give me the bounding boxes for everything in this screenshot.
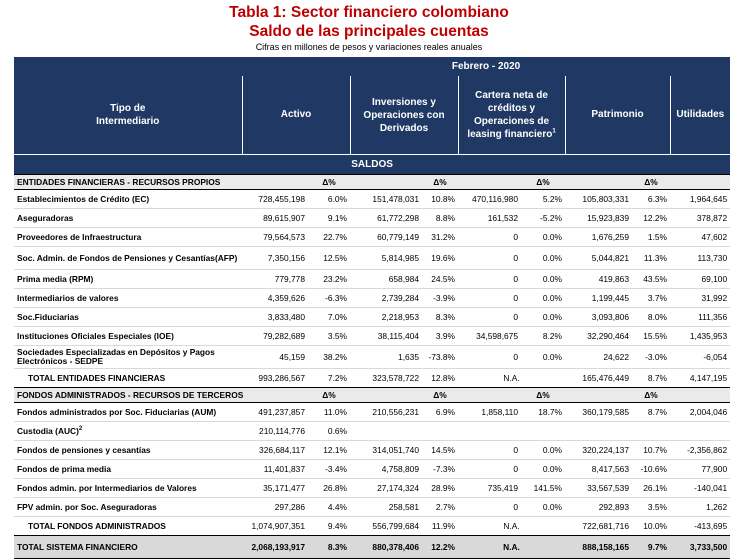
- cell-inv_d: -7.3%: [422, 460, 458, 479]
- cell-pat_d: 1.5%: [632, 228, 670, 247]
- row-label: [14, 247, 242, 270]
- cell-util: 111,356: [670, 308, 730, 327]
- total-label: TOTAL SISTEMA FINANCIERO: [14, 536, 242, 559]
- cell-util: 113,730: [670, 247, 730, 270]
- cell-inv: 556,799,684: [350, 517, 422, 536]
- cell-activo: 3,833,480: [242, 308, 308, 327]
- col-header-cartera: [458, 76, 565, 155]
- cell-inv: 1,635: [350, 346, 422, 369]
- row-label-text: Fondos de pensiones y cesantías: [17, 445, 151, 455]
- cell-util: -6,054: [670, 346, 730, 369]
- table-row: [14, 209, 730, 228]
- cell-car_d: 0.0%: [521, 289, 565, 308]
- cell-inv: 27,174,324: [350, 479, 422, 498]
- cell-util: 77,900: [670, 460, 730, 479]
- cell-util: 2,004,046: [670, 403, 730, 422]
- cell-pat: 419,863: [565, 270, 632, 289]
- period-header: Febrero - 2020: [242, 57, 730, 76]
- cell-activo: 89,615,907: [242, 209, 308, 228]
- row-label: [14, 228, 242, 247]
- cell-util: 31,992: [670, 289, 730, 308]
- cell-inv_d: 8.8%: [422, 209, 458, 228]
- cell-pat: 722,681,716: [565, 517, 632, 536]
- cell-pat_d: 10.7%: [632, 441, 670, 460]
- cell-util: [670, 422, 730, 441]
- row-label: [14, 403, 242, 422]
- delta-label: Δ%: [521, 388, 565, 403]
- cell-util: 1,262: [670, 498, 730, 517]
- cell-inv: 880,378,406: [350, 536, 422, 559]
- cell-activo: 1,074,907,351: [242, 517, 308, 536]
- header-blank: [14, 57, 242, 76]
- section-blank: [670, 388, 730, 403]
- cell-car: 0: [458, 247, 521, 270]
- cell-pat: 1,199,445: [565, 289, 632, 308]
- units-note: Cifras en millones de pesos y variaciones reales anuales: [255, 42, 483, 52]
- cell-activo_d: 3.5%: [308, 327, 350, 346]
- cell-activo_d: -6.3%: [308, 289, 350, 308]
- cell-pat: 292,893: [565, 498, 632, 517]
- cell-car_d: 0.0%: [521, 460, 565, 479]
- cell-pat: 24,622: [565, 346, 632, 369]
- total-row: [14, 369, 730, 388]
- cell-pat_d: 9.7%: [632, 536, 670, 559]
- cell-activo_d: 7.0%: [308, 308, 350, 327]
- cell-car: [458, 422, 521, 441]
- cell-car_d: 0.0%: [521, 247, 565, 270]
- row-label: [14, 308, 242, 327]
- cell-inv_d: -73.8%: [422, 346, 458, 369]
- cell-car_d: -5.2%: [521, 209, 565, 228]
- cell-car: 470,116,980: [458, 190, 521, 209]
- cell-pat: 1,676,259: [565, 228, 632, 247]
- cell-util: 1,435,953: [670, 327, 730, 346]
- cell-util: 1,964,645: [670, 190, 730, 209]
- cell-inv_d: 8.3%: [422, 308, 458, 327]
- section-blank: [350, 388, 422, 403]
- cell-inv_d: -3.9%: [422, 289, 458, 308]
- cell-pat_d: [632, 422, 670, 441]
- cell-pat_d: 10.0%: [632, 517, 670, 536]
- table-row: [14, 422, 730, 441]
- cell-util: 69,100: [670, 270, 730, 289]
- cell-car_d: 0.0%: [521, 498, 565, 517]
- cell-inv_d: [422, 422, 458, 441]
- cell-activo_d: 38.2%: [308, 346, 350, 369]
- cell-inv_d: 28.9%: [422, 479, 458, 498]
- cell-inv: 314,051,740: [350, 441, 422, 460]
- cell-inv_d: 6.9%: [422, 403, 458, 422]
- section-title: ENTIDADES FINANCIERAS - RECURSOS PROPIOS: [14, 175, 308, 190]
- section-header-row: [14, 388, 730, 403]
- cell-pat_d: 15.5%: [632, 327, 670, 346]
- cell-car_d: 0.0%: [521, 308, 565, 327]
- row-label-text: Prima media (RPM): [17, 274, 94, 284]
- cell-car_d: 8.2%: [521, 327, 565, 346]
- cell-inv_d: 14.5%: [422, 441, 458, 460]
- cell-pat_d: 6.3%: [632, 190, 670, 209]
- cell-pat: 8,417,563: [565, 460, 632, 479]
- cell-inv: 5,814,985: [350, 247, 422, 270]
- table-row: [14, 247, 730, 270]
- row-label-text: Soc. Admin. de Fondos de Pensiones y Cesantías(AFP): [17, 252, 238, 263]
- cell-activo: 79,564,573: [242, 228, 308, 247]
- cell-pat_d: 8.7%: [632, 369, 670, 388]
- cell-activo_d: 7.2%: [308, 369, 350, 388]
- cell-inv: 151,478,031: [350, 190, 422, 209]
- cell-pat: 888,158,165: [565, 536, 632, 559]
- cell-pat: 15,923,839: [565, 209, 632, 228]
- cell-activo_d: 12.1%: [308, 441, 350, 460]
- cell-activo_d: 0.6%: [308, 422, 350, 441]
- delta-label: Δ%: [308, 388, 350, 403]
- cell-activo: 993,286,567: [242, 369, 308, 388]
- cell-util: 47,602: [670, 228, 730, 247]
- cell-inv: 60,779,149: [350, 228, 422, 247]
- row-label-text: Soc.Fiduciarias: [17, 312, 79, 322]
- row-label-text: Custodia (AUC): [17, 426, 79, 436]
- cell-car: 0: [458, 270, 521, 289]
- cell-inv: 258,581: [350, 498, 422, 517]
- cell-inv_d: 24.5%: [422, 270, 458, 289]
- cell-pat_d: -10.6%: [632, 460, 670, 479]
- cell-inv: [350, 422, 422, 441]
- cell-activo: 4,359,626: [242, 289, 308, 308]
- cell-pat_d: -3.0%: [632, 346, 670, 369]
- cell-pat: 5,044,821: [565, 247, 632, 270]
- cell-pat: 105,803,331: [565, 190, 632, 209]
- section-blank: [350, 175, 422, 190]
- table-row: [14, 441, 730, 460]
- row-label: [14, 346, 242, 369]
- row-label-text: Fondos administrados por Soc. Fiduciarias (AUM): [17, 407, 217, 417]
- cell-inv_d: 12.8%: [422, 369, 458, 388]
- delta-label: Δ%: [422, 175, 458, 190]
- cell-activo: 491,237,857: [242, 403, 308, 422]
- cell-car_d: 5.2%: [521, 190, 565, 209]
- col-header-tipo: Tipo de Intermediario: [14, 76, 242, 155]
- cell-inv_d: 11.9%: [422, 517, 458, 536]
- cell-activo: 11,401,837: [242, 460, 308, 479]
- section-blank: [670, 175, 730, 190]
- cell-pat: [565, 422, 632, 441]
- cell-car: 0: [458, 346, 521, 369]
- table-row: [14, 479, 730, 498]
- cell-util: 378,872: [670, 209, 730, 228]
- cell-car: 0: [458, 460, 521, 479]
- total-label: TOTAL ENTIDADES FINANCIERAS: [14, 369, 242, 388]
- cell-car_d: [521, 422, 565, 441]
- cartera-header-text: Cartera neta de créditos y Operaciones de leasing financiero: [467, 90, 553, 140]
- cell-util: -140,041: [670, 479, 730, 498]
- col-header-patrimonio: Patrimonio: [565, 76, 670, 155]
- cell-inv: 210,556,231: [350, 403, 422, 422]
- cell-inv_d: 12.2%: [422, 536, 458, 559]
- cell-inv_d: 19.6%: [422, 247, 458, 270]
- cell-inv: 323,578,722: [350, 369, 422, 388]
- total-row: [14, 517, 730, 536]
- cell-car_d: 0.0%: [521, 270, 565, 289]
- cell-util: -413,695: [670, 517, 730, 536]
- cell-pat: 165,476,449: [565, 369, 632, 388]
- cell-car: 161,532: [458, 209, 521, 228]
- cell-activo: 35,171,477: [242, 479, 308, 498]
- table-row: [14, 327, 730, 346]
- section-header-row: [14, 175, 730, 190]
- cell-activo_d: 9.1%: [308, 209, 350, 228]
- cell-activo_d: 12.5%: [308, 247, 350, 270]
- delta-label: Δ%: [422, 388, 458, 403]
- col-header-utilidades: Utilidades: [670, 76, 730, 155]
- delta-label: Δ%: [521, 175, 565, 190]
- table-row: [14, 460, 730, 479]
- cell-activo_d: 9.4%: [308, 517, 350, 536]
- cell-car_d: 0.0%: [521, 441, 565, 460]
- row-label: [14, 479, 242, 498]
- cell-pat_d: 3.7%: [632, 289, 670, 308]
- saldos-band: SALDOS: [14, 155, 730, 175]
- cell-car: 0: [458, 228, 521, 247]
- section-blank: [458, 388, 521, 403]
- cell-activo: 779,778: [242, 270, 308, 289]
- row-label-text: Aseguradoras: [17, 213, 74, 223]
- cell-activo_d: 22.7%: [308, 228, 350, 247]
- row-label-text: Fondos admin. por Intermediarios de Valores: [17, 483, 197, 493]
- table-row: [14, 270, 730, 289]
- cell-activo: 45,159: [242, 346, 308, 369]
- cell-inv: 4,758,809: [350, 460, 422, 479]
- cell-inv_d: 2.7%: [422, 498, 458, 517]
- cell-activo: 7,350,156: [242, 247, 308, 270]
- cell-car: N.A.: [458, 517, 565, 536]
- cell-util: 4,147,195: [670, 369, 730, 388]
- cell-activo: 297,286: [242, 498, 308, 517]
- cell-activo_d: 4.4%: [308, 498, 350, 517]
- cell-car: 0: [458, 498, 521, 517]
- col-header-activo: Activo: [242, 76, 350, 155]
- row-label: [14, 441, 242, 460]
- cartera-footnote-mark: 1: [552, 128, 556, 135]
- cell-util: 3,733,500: [670, 536, 730, 559]
- cell-activo_d: 6.0%: [308, 190, 350, 209]
- cell-inv_d: 31.2%: [422, 228, 458, 247]
- cell-car_d: 0.0%: [521, 228, 565, 247]
- cell-activo: 210,114,776: [242, 422, 308, 441]
- cell-activo: 2,068,193,917: [242, 536, 308, 559]
- cell-pat_d: 12.2%: [632, 209, 670, 228]
- table-row: [14, 289, 730, 308]
- cell-pat_d: 8.0%: [632, 308, 670, 327]
- cell-activo: 326,684,117: [242, 441, 308, 460]
- cell-inv_d: 3.9%: [422, 327, 458, 346]
- cell-activo: 79,282,689: [242, 327, 308, 346]
- cell-pat: 3,093,806: [565, 308, 632, 327]
- section-blank: [565, 388, 632, 403]
- cell-car_d: 0.0%: [521, 346, 565, 369]
- cell-car: 1,858,110: [458, 403, 521, 422]
- table-row: [14, 190, 730, 209]
- cell-inv: 2,739,284: [350, 289, 422, 308]
- table-title: Tabla 1: Sector financiero colombiano: [229, 4, 509, 21]
- cell-inv: 38,115,404: [350, 327, 422, 346]
- cell-pat: 320,224,137: [565, 441, 632, 460]
- delta-label: Δ%: [308, 175, 350, 190]
- cell-pat: 360,179,585: [565, 403, 632, 422]
- cell-activo_d: 11.0%: [308, 403, 350, 422]
- cell-inv: 61,772,298: [350, 209, 422, 228]
- cell-car: 0: [458, 289, 521, 308]
- row-label: [14, 327, 242, 346]
- cell-pat_d: 43.5%: [632, 270, 670, 289]
- total-label: TOTAL FONDOS ADMINISTRADOS: [14, 517, 242, 536]
- table-row: [14, 308, 730, 327]
- cell-activo_d: 8.3%: [308, 536, 350, 559]
- cell-pat_d: 11.3%: [632, 247, 670, 270]
- row-label-text: Proveedores de Infraestructura: [17, 232, 142, 242]
- cell-pat: 32,290,464: [565, 327, 632, 346]
- cell-inv: 2,218,953: [350, 308, 422, 327]
- cell-car_d: 18.7%: [521, 403, 565, 422]
- cell-car: 34,598,675: [458, 327, 521, 346]
- row-label-text: FPV admin. por Soc. Aseguradoras: [17, 502, 157, 512]
- row-label: [14, 289, 242, 308]
- cell-car: 0: [458, 441, 521, 460]
- cell-car: N.A.: [458, 369, 565, 388]
- table-subtitle: Saldo de las principales cuentas: [249, 23, 489, 40]
- row-label: [14, 190, 242, 209]
- section-blank: [458, 175, 521, 190]
- cell-pat_d: 26.1%: [632, 479, 670, 498]
- cell-activo_d: 23.2%: [308, 270, 350, 289]
- cell-activo_d: -3.4%: [308, 460, 350, 479]
- col-header-inversiones: Inversiones y Operaciones con Derivados: [350, 76, 458, 155]
- table-row: [14, 403, 730, 422]
- row-label-text: Sociedades Especializadas en Depósitos y Pagos Electrónicos - SEDPE: [17, 347, 215, 366]
- cell-car: 735,419: [458, 479, 521, 498]
- grand-total-row: [14, 536, 730, 559]
- row-label: [14, 498, 242, 517]
- table-row: [14, 228, 730, 247]
- cell-util: -2,356,862: [670, 441, 730, 460]
- section-blank: [565, 175, 632, 190]
- cell-activo: 728,455,198: [242, 190, 308, 209]
- cell-inv_d: 10.8%: [422, 190, 458, 209]
- table-row: [14, 346, 730, 369]
- cell-pat: 33,567,539: [565, 479, 632, 498]
- row-label-text: Intermediarios de valores: [17, 293, 119, 303]
- row-label: [14, 209, 242, 228]
- footnote-mark: 2: [78, 426, 83, 433]
- cell-activo_d: 26.8%: [308, 479, 350, 498]
- row-label: [14, 460, 242, 479]
- row-label-text: Fondos de prima media: [17, 464, 112, 474]
- section-title: FONDOS ADMINISTRADOS - RECURSOS DE TERCEROS: [14, 388, 308, 403]
- row-label-text: Instituciones Oficiales Especiales (IOE): [17, 331, 174, 341]
- row-label: [14, 422, 242, 441]
- cell-car_d: 141.5%: [521, 479, 565, 498]
- cell-car: N.A.: [458, 536, 565, 559]
- cell-pat_d: 8.7%: [632, 403, 670, 422]
- cell-inv: 658,984: [350, 270, 422, 289]
- row-label: [14, 270, 242, 289]
- cell-car: 0: [458, 308, 521, 327]
- financial-table: [14, 57, 730, 559]
- table-row: [14, 498, 730, 517]
- cell-pat_d: 3.5%: [632, 498, 670, 517]
- row-label-text: Establecimientos de Crédito (EC): [17, 194, 150, 204]
- delta-label: Δ%: [632, 388, 670, 403]
- delta-label: Δ%: [632, 175, 670, 190]
